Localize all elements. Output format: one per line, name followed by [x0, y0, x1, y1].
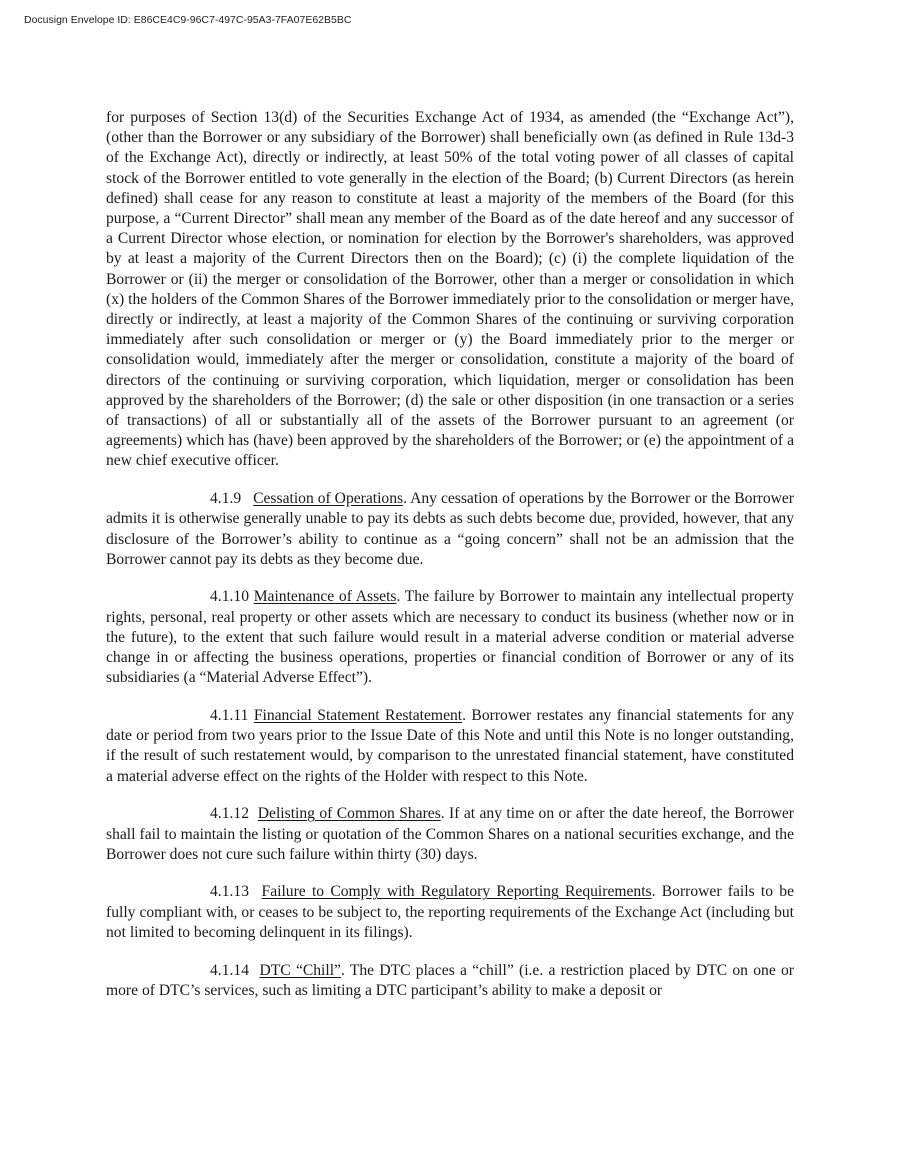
paragraph-change-of-control-continued: [106, 108, 794, 472]
section-heading: DTC “Chill”: [259, 961, 341, 979]
document-body: [106, 108, 794, 1018]
section-4-1-11: [106, 706, 794, 787]
section-heading: Cessation of Operations: [253, 490, 404, 508]
section-4-1-12: [106, 804, 794, 865]
section-number: 4.1.13: [210, 883, 249, 901]
section-text: . The failure by Borrower to maintain any intellectual property rights, personal, real property or other assets which are necessary to conduct its business (whether now or in the future), to the extent that such failure would result in a material adverse condition or material adverse change in or affecting the business operations, properties or financial condition of Borrower or any of its subsidiaries (a “Material Adverse Effect”).: [106, 588, 794, 687]
section-text: . Any cessation of operations by the Borrower or the Borrower admits it is otherwise generally unable to pay its debts as such debts become due, provided, however, that any disclosure of the Borrower’s ability to continue as a “going concern” shall not be an admission that the Borrower cannot pay its debts as they become due.: [106, 490, 794, 568]
section-heading: Maintenance of Assets: [253, 588, 397, 606]
section-number: 4.1.9: [210, 490, 242, 508]
section-4-1-14: [106, 961, 794, 1001]
section-number: 4.1.10: [210, 588, 249, 606]
section-4-1-10: [106, 587, 794, 688]
section-number: 4.1.12: [210, 805, 249, 823]
section-4-1-9: [106, 489, 794, 570]
section-text: . The DTC places a “chill” (i.e. a restriction placed by DTC on one or more of DTC’s services, such as limiting a DTC participant’s ability to make a deposit or: [106, 961, 794, 999]
section-text: . If at any time on or after the date hereof, the Borrower shall fail to maintain the listing or quotation of the Common Shares on a national securities exchange, and the Borrower does not cure such failure within thirty (30) days.: [106, 805, 794, 863]
envelope-id: Docusign Envelope ID: E86CE4C9-96C7-497C-95A3-7FA07E62B5BC: [24, 14, 352, 26]
section-heading: Financial Statement Restatement: [253, 706, 463, 724]
section-text: . Borrower fails to be fully compliant with, or ceases to be subject to, the reporting requirements of the Exchange Act (including but not limited to becoming delinquent in its filings).: [106, 883, 795, 941]
section-heading: Delisting of Common Shares: [257, 805, 441, 823]
section-number: 4.1.11: [210, 706, 249, 724]
section-4-1-13: [106, 882, 794, 943]
section-number: 4.1.14: [210, 961, 249, 979]
section-heading: Failure to Comply with Regulatory Reporting Requirements: [261, 883, 652, 901]
paragraph-text: for purposes of Section 13(d) of the Securities Exchange Act of 1934, as amended (the “Exchange Act”), (other than the Borrower or any subsidiary of the Borrower) shall beneficially own (as defined in Rule 13d-3 of the Exchange Act), directly or indirectly, at least 50% of the total voting power of all classes of capital stock of the Borrower entitled to vote generally in the election of the Board; (b) Current Directors (as herein defined) shall cease for any reason to constitute at least a majority of the members of the Board (for this purpose, a “Current Director” shall mean any member of the Board as of the date hereof and any successor of a Current Director whose election, or nomination for election by the Borrower's shareholders, was approved by at least a majority of the Current Directors then on the Board); (c) (i) the complete liquidation of the Borrower or (ii) the merger or consolidation of the Borrower, other than a merger or consolidation in which (x) the holders of the Common Shares of the Borrower immediately prior to the consolidation or merger have, directly or indirectly, at least a majority of the Common Shares of the continuing or surviving corporation immediately after such consolidation or merger or (y) the Board immediately prior to the merger or consolidation would, immediately after the merger or consolidation, constitute a majority of the board of directors of the continuing or surviving corporation, which liquidation, merger or consolidation has been approved by the shareholders of the Borrower; (d) the sale or other disposition (in one transaction or a series of transactions) of all or substantially all of the assets of the Borrower pursuant to an agreement (or agreements) which has (have) been approved by the shareholders of the Borrower; or (e) the appointment of a new chief executive officer.: [106, 109, 794, 470]
section-text: . Borrower restates any financial statements for any date or period from two years prior to the Issue Date of this Note and until this Note is no longer outstanding, if the result of such restatement would, by comparison to the unrestated financial statement, have constituted a material adverse effect on the rights of the Holder with respect to this Note.: [106, 706, 794, 785]
